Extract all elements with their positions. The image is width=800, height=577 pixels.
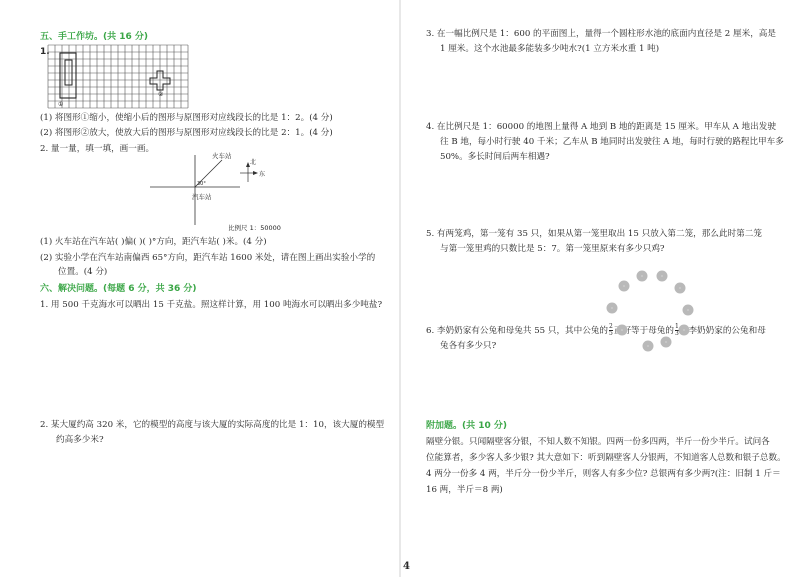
problem-3-line2: 1 厘米。这个水池最多能装多少吨水?(1 立方米水重 1 吨) [440, 44, 660, 54]
section6-title: 六、解决问题。(每题 6 分，共 36 分) [40, 284, 197, 294]
problem-6-text-a: 6. 李奶奶家有公兔和母兔共 55 只，其中公兔的 [426, 326, 609, 336]
problem-3-line1: 3. 在一幅比例尺是 1：600 的平面图上，量得一个圆柱形水池的底面内直径是 2 厘米，高是 [426, 29, 776, 39]
east-label: 东 [259, 171, 266, 178]
problem-4-line2: 往 B 地，每小时行驶 40 千米；乙车从 B 地同时出发驶往 A 地，每时行驶的路程比甲车多 [440, 137, 784, 147]
figure-1-label: ① [58, 101, 64, 108]
page-gutter [399, 0, 401, 577]
direction-map [140, 150, 290, 235]
extra-section-title: 附加题。(共 10 分) [426, 421, 508, 431]
fraction-one-third: $\frac{1}{3}$ [675, 323, 679, 337]
problem-2-line1: 2. 某大厦约高 320 米，它的模型的高度与该大厦的实际高度的比是 1：10，该大厦的模型 [40, 420, 385, 430]
fraction-two-fifths: $\frac{2}{5}$ [609, 323, 613, 337]
extra-line1: 隔壁分银。只闻隔壁客分银，不知人数不知银。四两一份多四两，半斤一份少半斤。试问各 [426, 437, 770, 447]
problem-5-line2: 与第一笼里鸡的只数比是 5：7。第一笼里原来有多少只鸡? [440, 244, 665, 254]
figure-2-label: ② [158, 91, 164, 98]
extra-line3: 4 两分一份多 4 两，半斤分一份少半斤，则客人有多少位? 总银两有多少两?(注：旧制 1 斤＝ [426, 469, 781, 479]
grid-figure [44, 43, 194, 109]
problem-6-line2: 兔各有多少只? [440, 341, 497, 351]
problem-5-line1: 5. 有两笼鸡，第一笼有 35 只，如果从第一笼里取出 15 只放入第二笼，那么此时第二笼 [426, 229, 762, 239]
problem-1: 1. 用 500 千克海水可以晒出 15 千克盐。照这样计算，用 100 吨海水可以晒出多少吨盐? [40, 300, 383, 310]
section5-title: 五、手工作坊。(共 16 分) [40, 32, 149, 42]
problem-6-text-b: 正好等于母兔的 [613, 326, 675, 336]
watermark-stamp [592, 268, 702, 368]
extra-line2: 位能算者，多少客人多少银? 其大意如下：听到隔壁客人分银两，不知道客人总数和银子总数。 [426, 453, 786, 463]
angle-label: 30° [197, 181, 206, 187]
q2-prompt: 2. 量一量，填一填，画一画。 [40, 144, 155, 154]
q2-sub2-line2: 位置。(4 分) [58, 267, 108, 277]
map-scale-label: 比例尺 1：50000 [228, 224, 281, 232]
problem-4-line3: 50%。多长时间后两车相遇? [440, 152, 550, 162]
north-label: 北 [250, 159, 257, 166]
figure-1-inner [65, 60, 72, 85]
q1-sub2: (2) 将图形②放大，使放大后的图形与原图形对应线段长的比是 2：1。(4 分) [40, 128, 333, 138]
extra-line4: 16 两，半斤＝8 两) [426, 485, 503, 495]
bus-station-label: 汽车站 [192, 193, 212, 201]
problem-4-line1: 4. 在比例尺是 1：60000 的地图上量得 A 地到 B 地的距离是 15 厘米。甲车从 A 地出发驶 [426, 122, 776, 132]
train-station-label: 火车站 [212, 152, 232, 160]
q2-sub1: (1) 火车站在汽车站( )偏( )( )°方向，距汽车站( )米。(4 分) [40, 237, 267, 247]
q2-sub2-line1: (2) 实验小学在汽车站南偏西 65°方向，距汽车站 1600 米处，请在图上画出实验小学的 [40, 253, 376, 263]
page-number: 4 [403, 561, 410, 572]
q1-number: 1. [40, 47, 50, 57]
problem-6-text-c: 。李奶奶家的公兔和母 [679, 326, 766, 336]
q1-sub1: (1) 将图形①缩小，使缩小后的图形与原图形对应线段长的比是 1：2。(4 分) [40, 113, 333, 123]
problem-2-line2: 约高多少米? [56, 435, 104, 445]
